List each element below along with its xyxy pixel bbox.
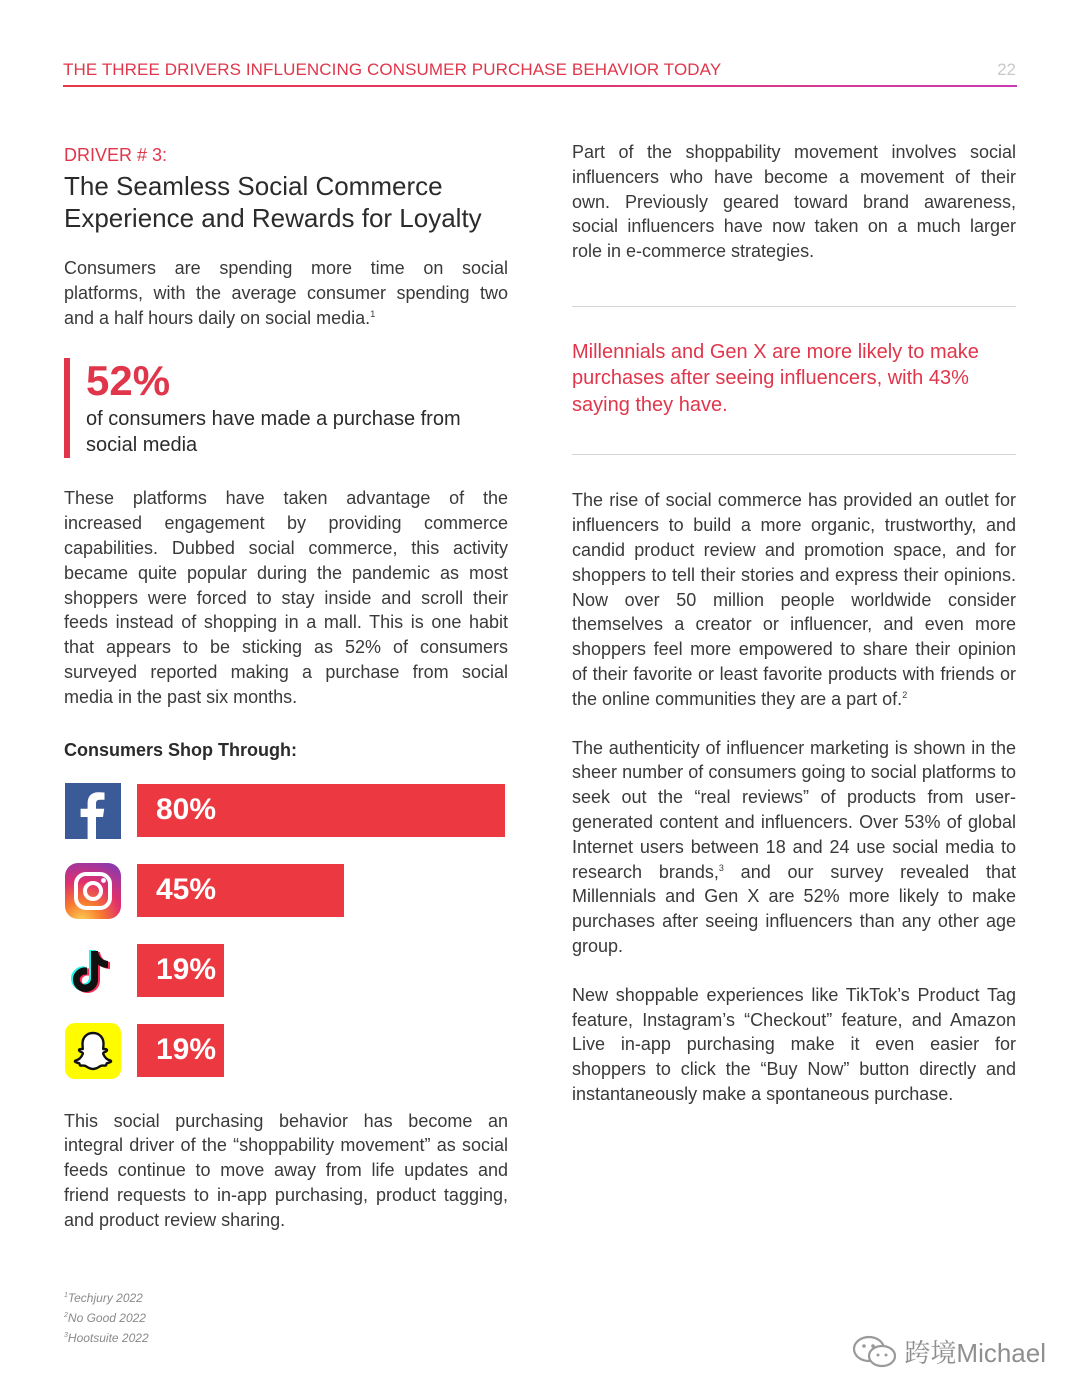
chart-bar-label-instagram: 45% — [156, 872, 217, 906]
social-commerce-paragraph — [572, 488, 1016, 711]
closing-paragraph: This social purchasing behavior has become an integral driver of the “shoppability movement” as social feeds continue to move away from life updates and friend requests to in-app purchasing, product tagging, and product review sharing. — [64, 1110, 508, 1230]
chart-heading: Consumers Shop Through: — [64, 739, 297, 760]
chart-bar-label-tiktok: 19% — [156, 952, 217, 986]
page-number: 22 — [997, 60, 1016, 79]
authenticity-paragraph — [572, 736, 1016, 959]
authenticity-text-a: The authenticity of influencer marketing is shown in the sheer number of consumers going to social platforms to seek out the “real reviews” of products from user-generated content and influencers. Over 53% of global Internet users between 18 and 24 use social media to research brands, — [572, 737, 1016, 882]
page-header-title: THE THREE DRIVERS INFLUENCING CONSUMER PURCHASE BEHAVIOR TODAY — [63, 60, 722, 79]
right-column — [572, 140, 1016, 1107]
intro-footnote-ref: 1 — [370, 308, 376, 319]
snapchat-logo-icon — [65, 1023, 121, 1079]
watermark-text: 跨境Michael — [904, 1338, 1046, 1368]
chart-bar-label-facebook: 80% — [156, 792, 217, 826]
footnote-1: $^1$Techjury 2022 — [64, 1291, 143, 1305]
quote-bottom-divider — [572, 454, 1016, 455]
facebook-logo-icon — [65, 783, 121, 839]
stat-value: 52% — [86, 357, 171, 405]
social-commerce-text: The rise of social commerce has provided an outlet for influencers to build a more organic, trustworthy, and candid product review and promotion space, and for shoppers to tell their stories and express their opinions. Now over 50 million people worldwide consider themselves a creator or influencer, and even more shoppers feel more empowered to share their opinion of their favorite or least favorite products with friends or the online communities they are a part of. — [572, 490, 1016, 709]
footnotes — [64, 1287, 149, 1347]
footnote-2: $^2$No Good 2022 — [64, 1311, 146, 1325]
wechat-icon — [852, 1334, 898, 1370]
chart-row-instagram — [64, 863, 508, 919]
shoppable-paragraph: New shoppable experiences like TikTok’s Product Tag feature, Instagram’s “Checkout” feature, and Amazon Live in-app purchasing make it even easier for shoppers to click the “Buy Now” button directly and instantaneously make a spontaneous purchase. — [572, 984, 1016, 1105]
stat-callout — [64, 358, 508, 458]
chart-row-tiktok — [64, 943, 508, 999]
tiktok-logo-icon — [65, 943, 121, 999]
stat-text: of consumers have made a purchase from social media — [86, 408, 461, 457]
header-rule — [63, 85, 1017, 87]
chart-bar-label-snapchat: 19% — [156, 1032, 217, 1066]
chart-row-facebook — [64, 783, 508, 839]
watermark — [852, 1333, 1046, 1370]
pull-quote: Millennials and Gen X are more likely to make purchases after seeing influencers, with 43% saying they have. — [572, 340, 979, 416]
intro-paragraph — [64, 256, 508, 330]
driver-title-line2: Experience and Rewards for Loyalty — [64, 203, 482, 233]
social-platform-bar-chart — [64, 783, 508, 1103]
instagram-logo-icon — [65, 863, 121, 919]
footnote-ref-2: 2 — [902, 689, 908, 700]
left-column — [64, 145, 508, 1233]
quote-top-divider — [572, 306, 1016, 307]
body-paragraph: These platforms have taken advantage of the increased engagement by providing commerce capabilities. Dubbed social commerce, this activity became quite popular during the pandemic as most shoppers were forced to stay inside and scroll their feeds instead of shopping in a mall. This is one habit that appears to be sticking as 52% of consumers surveyed reported making a purchase from social media in the past six months. — [64, 488, 508, 707]
footnote-ref-3: 3 — [718, 862, 724, 873]
authenticity-text-b: and our survey revealed that Millennials and Gen X are 52% more likely to make purchases after seeing influencers than any other age group. — [572, 861, 1017, 957]
driver-title-line1: The Seamless Social Commerce — [64, 171, 443, 201]
driver-label: DRIVER # 3: — [64, 145, 168, 165]
chart-row-snapchat — [64, 1023, 508, 1079]
footnote-3: $^3$Hootsuite 2022 — [64, 1331, 149, 1345]
influencer-paragraph: Part of the shoppability movement involves social influencers who have become a movement of their own. Previously geared toward brand awareness, social influencers have now taken on a much larger role in e-commerce strategies. — [572, 142, 1016, 262]
intro-text: Consumers are spending more time on social platforms, with the average consumer spending two and a half hours daily on social media. — [64, 258, 508, 328]
driver-title — [64, 170, 508, 234]
